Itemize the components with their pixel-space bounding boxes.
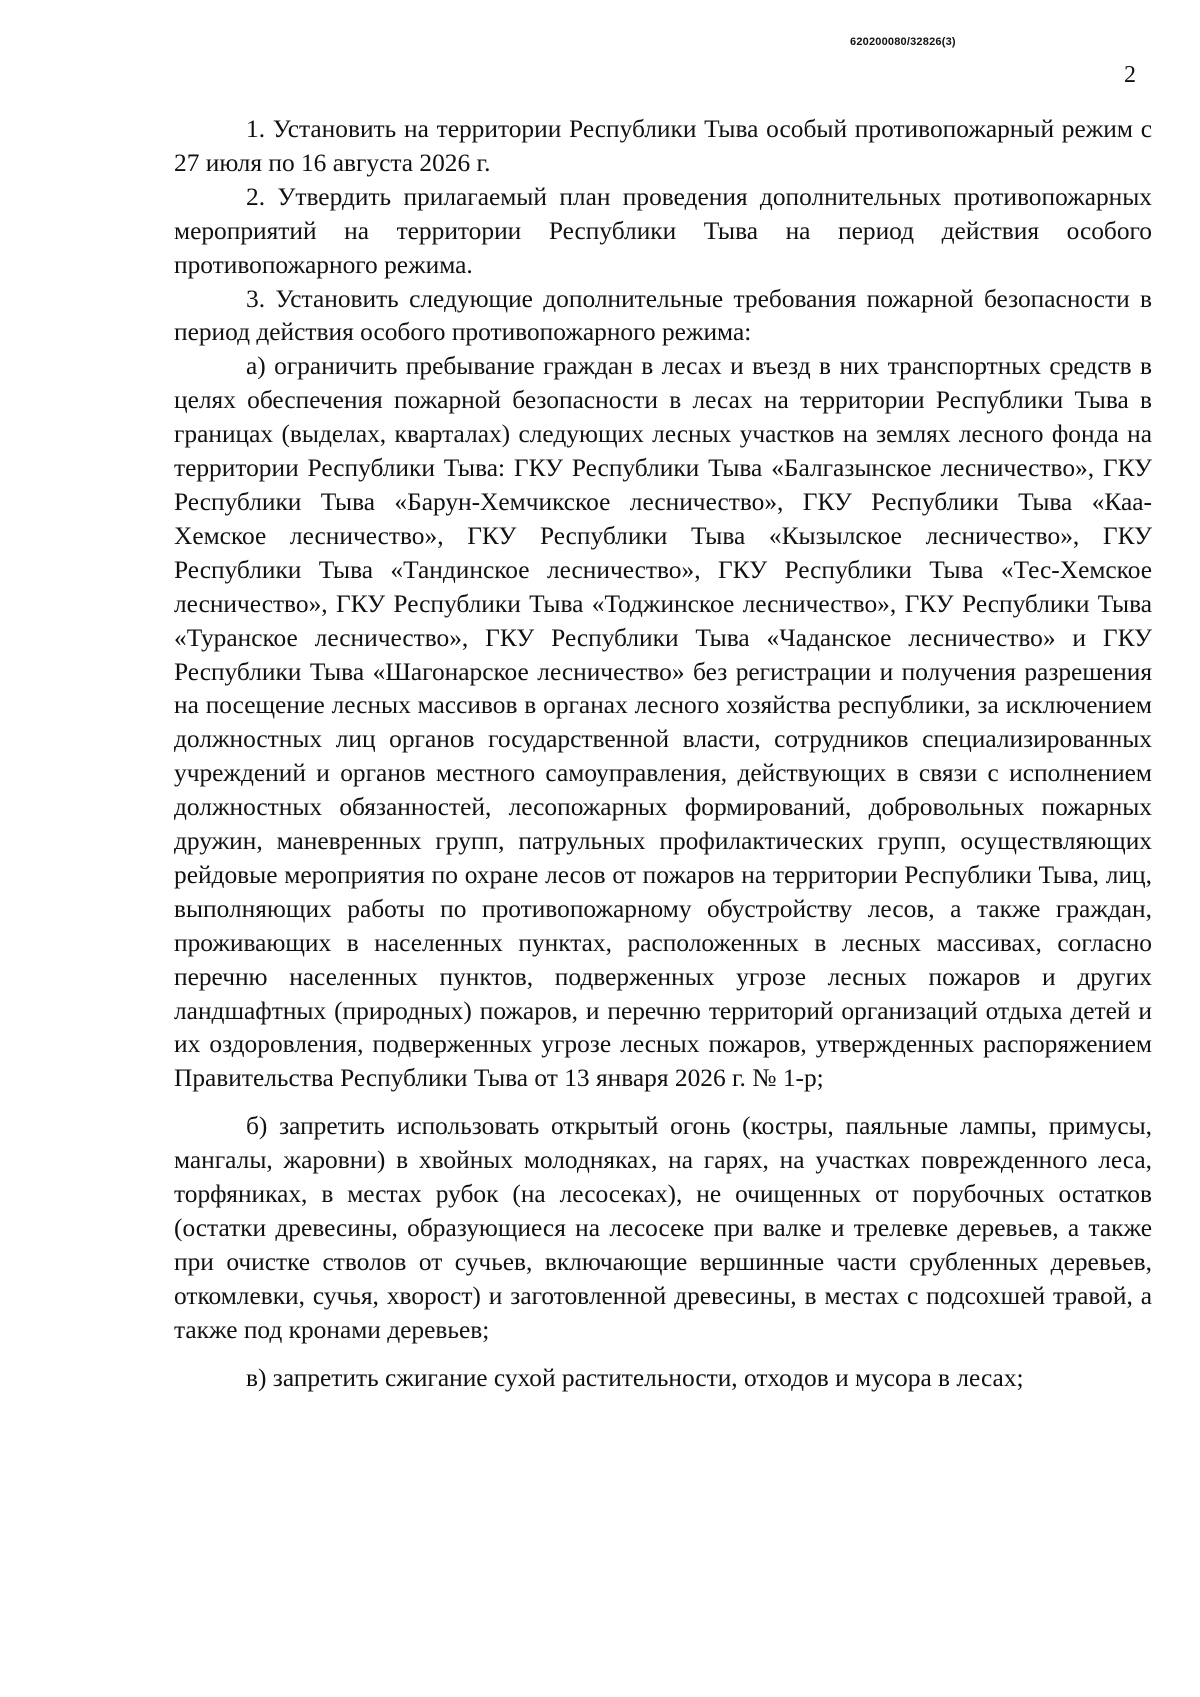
paragraph-3b: б) запретить использовать открытый огонь (костры, паяльные лампы, примусы, мангалы, жаровни) в хвойных молодняках, на гарях, на участках поврежденного леса, торфяниках, в местах рубок (на лесосеках), не очищенных от порубочных остатков (остатки древесины, образующиеся на лесосеке при валке и трелевке деревьев, а также при очистке стволов от сучьев, включающие вершинные части срубленных деревьев, откомлевки, сучья, хворост) и заготовленной древесины, в местах с подсохшей травой, а также под кронами деревьев;	[174, 1112, 1152, 1344]
paragraph-3a: а) ограничить пребывание граждан в лесах и въезд в них транспортных средств в целях обеспечения пожарной безопасности в лесах на территории Республики Тыва в границах (выделах, кварталах) следующих лесных участков на землях лесного фонда на территории Республики Тыва: ГКУ Республики Тыва «Балгазынское лесничество», ГКУ Республики Тыва «Барун-Хемчикское лесничество», ГКУ Республики Тыва «Каа-Хемское лесничество», ГКУ Республики Тыва «Кызылское лесничество», ГКУ Республики Тыва «Тандинское лесничество», ГКУ Республики Тыва «Тес-Хемское лесничество», ГКУ Республики Тыва «Тоджинское лесничество», ГКУ Республики Тыва «Туранское лесничество», ГКУ Республики Тыва «Чаданское лесничество» и ГКУ Республики Тыва «Шагонарское лесничество» без регистрации и получения разрешения на посещение лесных массивов в органах лесного хозяйства республики, за исключением должностных лиц органов государственной власти, сотрудников специализированных учреждений и органов местного самоуправления, действующих в связи с исполнением должностных обязанностей, лесопожарных формирований, добровольных пожарных дружин, маневренных групп, патрульных профилактических групп, осуществляющих рейдовые мероприятия по охране лесов от пожаров на территории Республики Тыва, лиц, выполняющих работы по противопожарному обустройству лесов, а также граждан, проживающих в населенных пунктах, расположенных в лесных массивах, согласно перечню населенных пунктов, подверженных угрозе лесных пожаров и других ландшафтных (природных) пожаров, и перечню территорий организаций отдыха детей и их оздоровления, подверженных угрозе лесных пожаров, утвержденных распоряжением Правительства Республики Тыва от 13 января 2026 г. № 1-р;	[174, 352, 1152, 1093]
paragraph-2: 2. Утвердить прилагаемый план проведения дополнительных противопожарных мероприятий на территории Республики Тыва на период действия особого противопожарного режима.	[174, 182, 1152, 279]
document-code: 620200080/32826(3)	[850, 36, 956, 48]
page-number: 2	[1124, 62, 1136, 88]
paragraph-3v: в) запретить сжигание сухой растительности, отходов и мусора в лесах;	[246, 1363, 1024, 1392]
paragraph-3: 3. Установить следующие дополнительные требования пожарной безопасности в период действия особого противопожарного режима:	[174, 284, 1152, 347]
paragraph-1: 1. Установить на территории Республики Тыва особый противопожарный режим с 27 июля по 16 августа 2026 г.	[174, 115, 1152, 177]
document-body	[174, 113, 1152, 1396]
